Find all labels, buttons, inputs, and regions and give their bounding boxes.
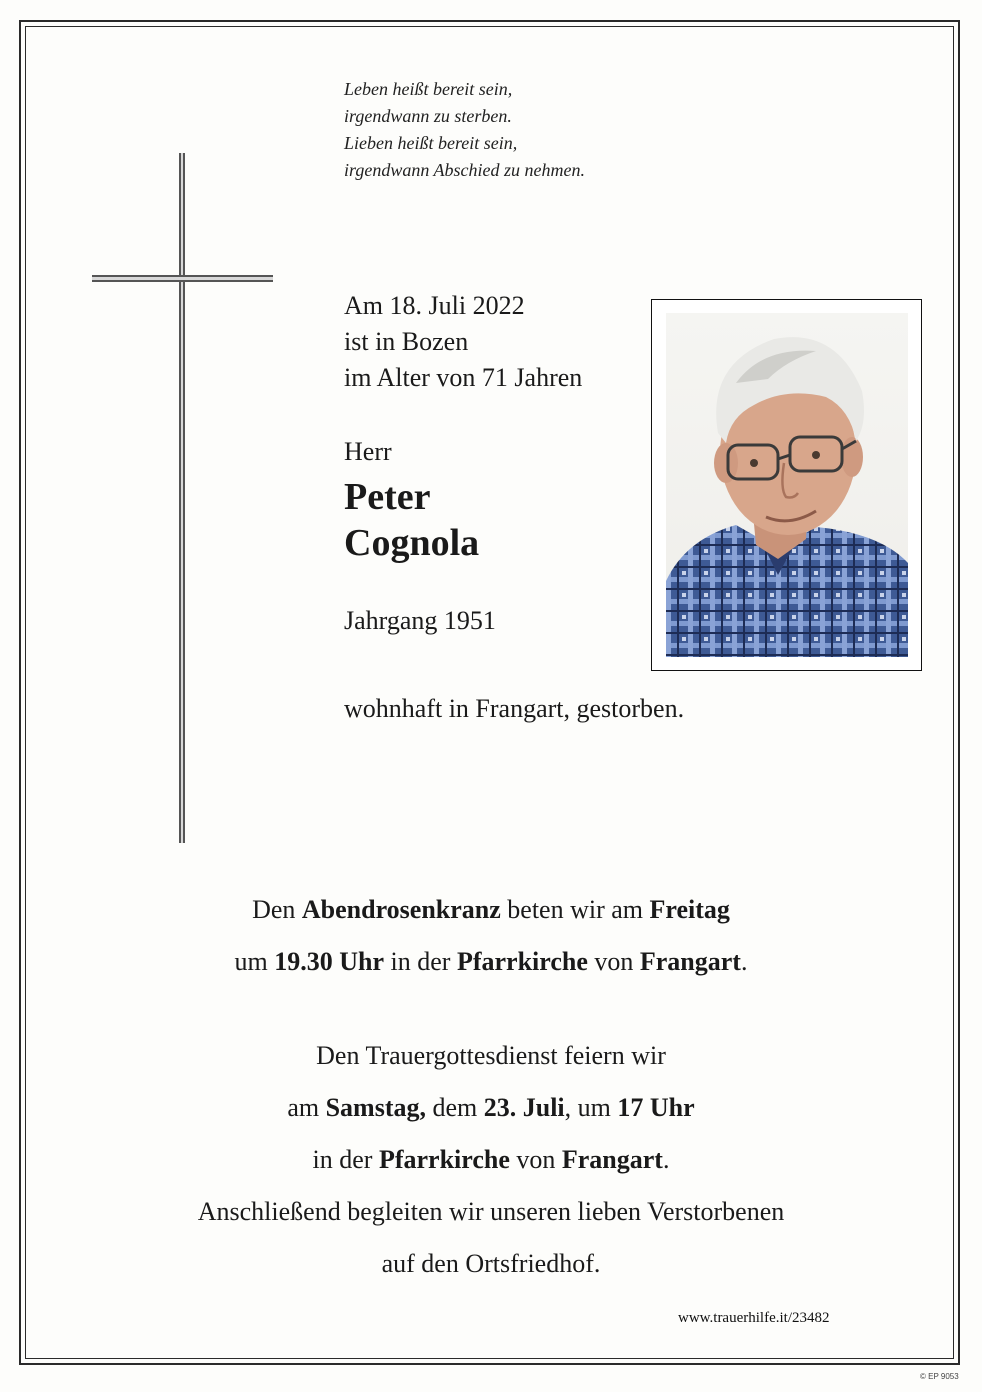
text: . [662, 1145, 670, 1174]
rosary-line-1 [0, 884, 982, 936]
rosary-day: Freitag [649, 895, 730, 924]
birth-year: Jahrgang 1951 [344, 606, 496, 635]
poem-line: Lieben heißt bereit sein, [344, 133, 518, 153]
service-line-2 [0, 1082, 982, 1134]
print-code: © EP 9053 [920, 1372, 959, 1381]
poem-line: irgendwann Abschied zu nehmen. [344, 160, 585, 180]
website-link[interactable]: www.trauerhilfe.it/23482 [678, 1310, 830, 1326]
rosary-church: Pfarrkirche [456, 947, 588, 976]
rosary-town: Frangart [639, 947, 741, 976]
service-line-4: Anschließend begleiten wir unseren lieben Verstorbenen [197, 1197, 785, 1226]
text: dem [425, 1093, 484, 1122]
service-town: Frangart [561, 1145, 663, 1174]
text: . [740, 947, 748, 976]
cross-joint [181, 277, 183, 280]
text: beten wir am [500, 895, 650, 924]
service-date: 23. Juli [483, 1093, 565, 1122]
last-name: Cognola [344, 522, 480, 564]
text: um [234, 947, 275, 976]
service-church: Pfarrkirche [378, 1145, 510, 1174]
salutation: Herr [344, 437, 392, 466]
service-line-3 [0, 1134, 982, 1186]
funeral-service-info [0, 1030, 982, 1290]
text: in der [384, 947, 457, 976]
text: von [509, 1145, 562, 1174]
text: in der [312, 1145, 379, 1174]
text: , um [564, 1093, 618, 1122]
service-line-5: auf den Ortsfriedhof. [381, 1249, 601, 1278]
service-time: 17 Uhr [617, 1093, 695, 1122]
rosary-label: Abendrosenkranz [301, 895, 501, 924]
poem [344, 76, 585, 184]
poem-line: Leben heißt bereit sein, [344, 79, 513, 99]
rosary-time: 19.30 Uhr [274, 947, 385, 976]
poem-line: irgendwann zu sterben. [344, 106, 512, 126]
text: von [587, 947, 640, 976]
deceased-name [344, 474, 479, 566]
text: am [287, 1093, 326, 1122]
rosary-info [0, 884, 982, 988]
rosary-line-2 [0, 936, 982, 988]
death-date: Am 18. Juli 2022 [344, 291, 525, 320]
portrait-photo [666, 313, 908, 657]
text: Den [252, 895, 302, 924]
death-place: ist in Bozen [344, 327, 469, 356]
service-line-1: Den Trauergottesdienst feiern wir [316, 1041, 666, 1070]
death-announcement [344, 288, 582, 396]
cross-icon [179, 153, 185, 843]
portrait-illustration [666, 313, 908, 657]
service-day: Samstag, [325, 1093, 426, 1122]
residence: wohnhaft in Frangart, gestorben. [344, 694, 685, 723]
death-age: im Alter von 71 Jahren [344, 363, 583, 392]
first-name: Peter [344, 476, 431, 518]
